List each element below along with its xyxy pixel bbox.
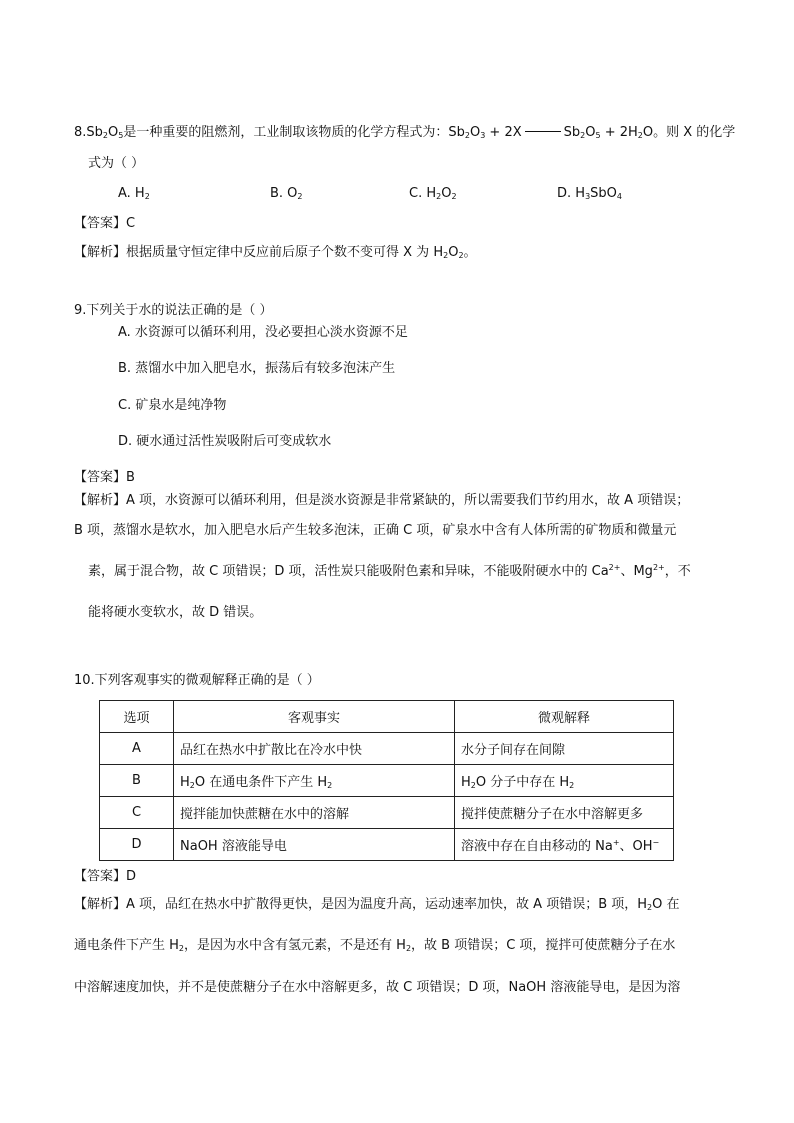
- q8-option-b: B. $O_2$: [270, 186, 303, 201]
- q8-stem-line2: 式为（ ）: [88, 156, 145, 171]
- q10-stem: 10.下列客观事实的微观解释正确的是（ ）: [74, 673, 320, 688]
- table-row: A 品红在热水中扩散比在冷水中快 水分子间存在间隙: [100, 733, 674, 765]
- q9-option-b: B. 蒸馏水中加入肥皂水，振荡后有较多泡沫产生: [118, 361, 396, 376]
- q9-option-d: D. 硬水通过活性炭吸附后可变成软水: [118, 434, 332, 449]
- q9-analysis-line2: B 项，蒸馏水是软水，加入肥皂水后产生较多泡沫，正确 C 项，矿泉水中含有人体所需的矿物质和微量元: [74, 523, 677, 538]
- q10-analysis-line1: 【解析】A 项，品红在热水中扩散得更快，是因为温度升高，运动速率加快，故 A 项错误；B 项，$H_2O$ 在: [74, 897, 680, 912]
- q8-option-d: D. $H_3SbO_4$: [557, 186, 622, 201]
- header-option: 选项: [100, 701, 174, 733]
- q9-answer: 【答案】B: [74, 470, 135, 485]
- q8-answer: 【答案】C: [74, 216, 136, 231]
- header-explanation: 微观解释: [455, 701, 674, 733]
- table-row: D NaOH 溶液能导电 溶液中存在自由移动的 Na+、OH−: [100, 829, 674, 861]
- q9-option-a: A. 水资源可以循环利用，没必要担心淡水资源不足: [118, 325, 408, 340]
- q9-analysis-line1: 【解析】A 项，水资源可以循环利用，但是淡水资源是非常紧缺的，所以需要我们节约用水，故 A 项错误；: [74, 493, 690, 508]
- q10-analysis-line2: 通电条件下产生 $H_2$，是因为水中含有氢元素，不是还有 $H_2$，故 B 项错误；C 项，搅拌可使蔗糖分子在水: [74, 938, 676, 953]
- q8-option-a: A. $H_2$: [118, 186, 150, 201]
- q8-option-c: C. $H_2O_2$: [409, 186, 457, 201]
- q8-stem-line1: $8.Sb_2O_5$是一种重要的阻燃剂，工业制取该物质的化学方程式为：$Sb_2O_3 + 2X$ $Sb_2O_5 + 2H_2O$。则 X 的化学: [74, 125, 736, 140]
- header-fact: 客观事实: [174, 701, 455, 733]
- q10-analysis-line3: 中溶解速度加快，并不是使蔗糖分子在水中溶解更多，故 C 项错误；D 项，NaOH 溶液能导电，是因为溶: [74, 980, 681, 995]
- q8-analysis: 【解析】根据质量守恒定律中反应前后原子个数不变可得 X 为 $H_2O_2$。: [74, 245, 477, 260]
- q10-answer: 【答案】D: [74, 869, 137, 884]
- reaction-arrow: [525, 131, 561, 132]
- q9-option-c: C. 矿泉水是纯净物: [118, 398, 227, 413]
- table-row: C 搅拌能加快蔗糖在水中的溶解 搅拌使蔗糖分子在水中溶解更多: [100, 797, 674, 829]
- table-row: B $H_2O$ 在通电条件下产生 $H_2$ $H_2O$ 分子中存在 $H_2$: [100, 765, 674, 797]
- q9-stem: 9.下列关于水的说法正确的是（ ）: [74, 303, 273, 318]
- q9-analysis-line4: 能将硬水变软水，故 D 错误。: [88, 605, 263, 620]
- table-header-row: [100, 701, 674, 733]
- q9-analysis-line3: 素，属于混合物，故 C 项错误；D 项，活性炭只能吸附色素和异味，不能吸附硬水中的 $Ca^{2+}$、$Mg^{2+}$，不: [88, 563, 691, 579]
- q10-table: [99, 700, 674, 861]
